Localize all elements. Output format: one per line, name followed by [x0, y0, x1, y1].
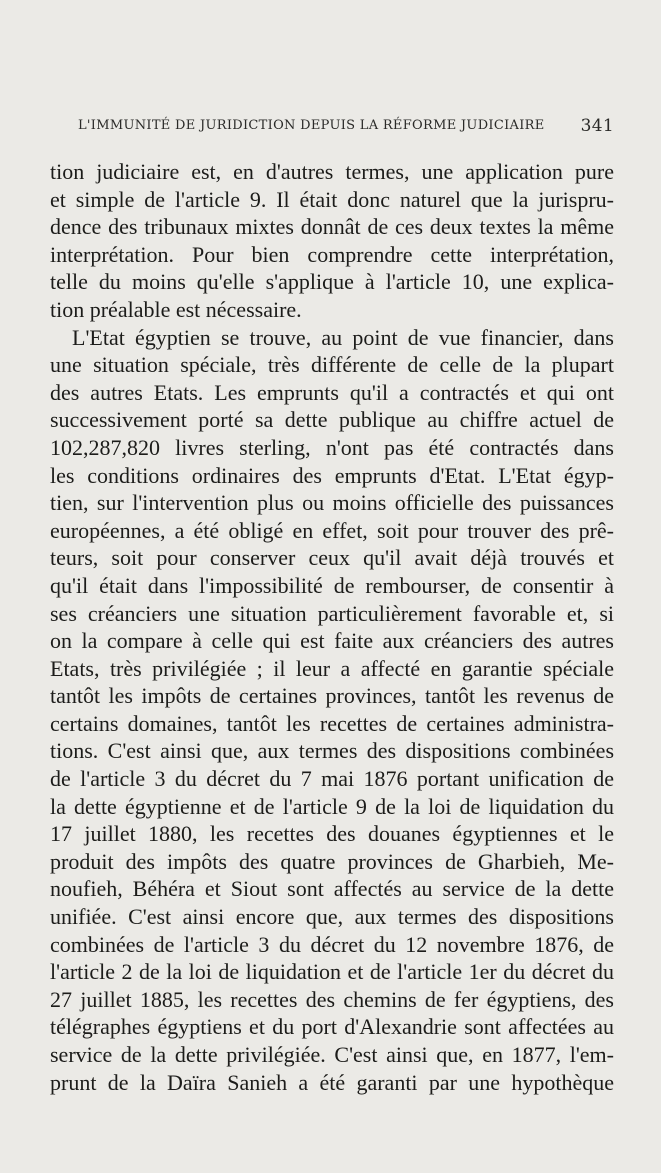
text-line: qu'il était dans l'impossibilité de rembourser, de consentir à — [50, 572, 614, 598]
text-line: successivement porté sa dette publique au chiffre actuel de — [50, 407, 614, 433]
text-line: tien, sur l'intervention plus ou moins officielle des puissances — [50, 490, 614, 516]
text-line: prunt de la Daïra Sanieh a été garanti par une hypothèque — [50, 1069, 614, 1095]
running-title: L'IMMUNITÉ DE JURIDICTION DEPUIS LA RÉFORME JUDICIAIRE — [78, 118, 545, 133]
text-line: européennes, a été obligé en effet, soit pour trouver des prê- — [50, 517, 614, 543]
page-number: 341 — [580, 116, 614, 136]
text-line: tantôt les impôts de certaines provinces, tantôt les revenus de — [50, 683, 614, 709]
text-line: noufieh, Béhéra et Siout sont affectés au service de la dette — [50, 876, 614, 902]
text-line: dence des tribunaux mixtes donnât de ces deux textes la même — [50, 214, 614, 240]
body-text — [50, 158, 614, 1096]
text-line: ses créanciers une situation particulièrement favorable et, si — [50, 600, 614, 626]
text-line: unifiée. C'est ainsi encore que, aux termes des dispositions — [50, 904, 614, 930]
text-line: les conditions ordinaires des emprunts d'Etat. L'Etat égyp- — [50, 462, 614, 488]
text-line: 102,287,820 livres sterling, n'ont pas été contractés dans — [50, 434, 614, 460]
text-line: L'Etat égyptien se trouve, au point de vue financier, dans — [72, 324, 614, 350]
text-line: teurs, soit pour conserver ceux qu'il avait déjà trouvés et — [50, 545, 614, 571]
text-line: une situation spéciale, très différente de celle de la plupart — [50, 352, 614, 378]
text-line: de l'article 3 du décret du 7 mai 1876 portant unification de — [50, 766, 614, 792]
running-head — [78, 118, 614, 142]
text-line: telle du moins qu'elle s'applique à l'article 10, une explica- — [50, 269, 614, 295]
text-line: combinées de l'article 3 du décret du 12 novembre 1876, de — [50, 931, 614, 957]
text-line: des autres Etats. Les emprunts qu'il a contractés et qui ont — [50, 379, 614, 405]
text-line: service de la dette privilégiée. C'est ainsi que, en 1877, l'em- — [50, 1042, 614, 1067]
text-line: télégraphes égyptiens et du port d'Alexandrie sont affectées au — [50, 1014, 614, 1040]
text-line: la dette égyptienne et de l'article 9 de la loi de liquidation du — [50, 793, 614, 819]
text-line: produit des impôts des quatre provinces de Gharbieh, Me- — [50, 848, 614, 874]
text-line: tions. C'est ainsi que, aux termes des dispositions combinées — [50, 738, 614, 764]
text-line: et simple de l'article 9. Il était donc naturel que la jurispru- — [50, 186, 614, 212]
text-line: l'article 2 de la loi de liquidation et de l'article 1er du décret du — [50, 959, 614, 985]
text-line: 27 juillet 1885, les recettes des chemins de fer égyptiens, des — [50, 986, 614, 1012]
text-line: interprétation. Pour bien comprendre cette interprétation, — [50, 241, 614, 267]
text-line: tion judiciaire est, en d'autres termes, une application pure — [50, 159, 614, 184]
text-line: tion préalable est nécessaire. — [50, 296, 302, 322]
text-line: certains domaines, tantôt les recettes de certaines administra- — [50, 710, 614, 736]
text-line: on la compare à celle qui est faite aux créanciers des autres — [50, 628, 614, 654]
text-line: Etats, très privilégiée ; il leur a affecté en garantie spéciale — [50, 655, 614, 681]
text-line: 17 juillet 1880, les recettes des douanes égyptiennes et le — [50, 821, 614, 847]
